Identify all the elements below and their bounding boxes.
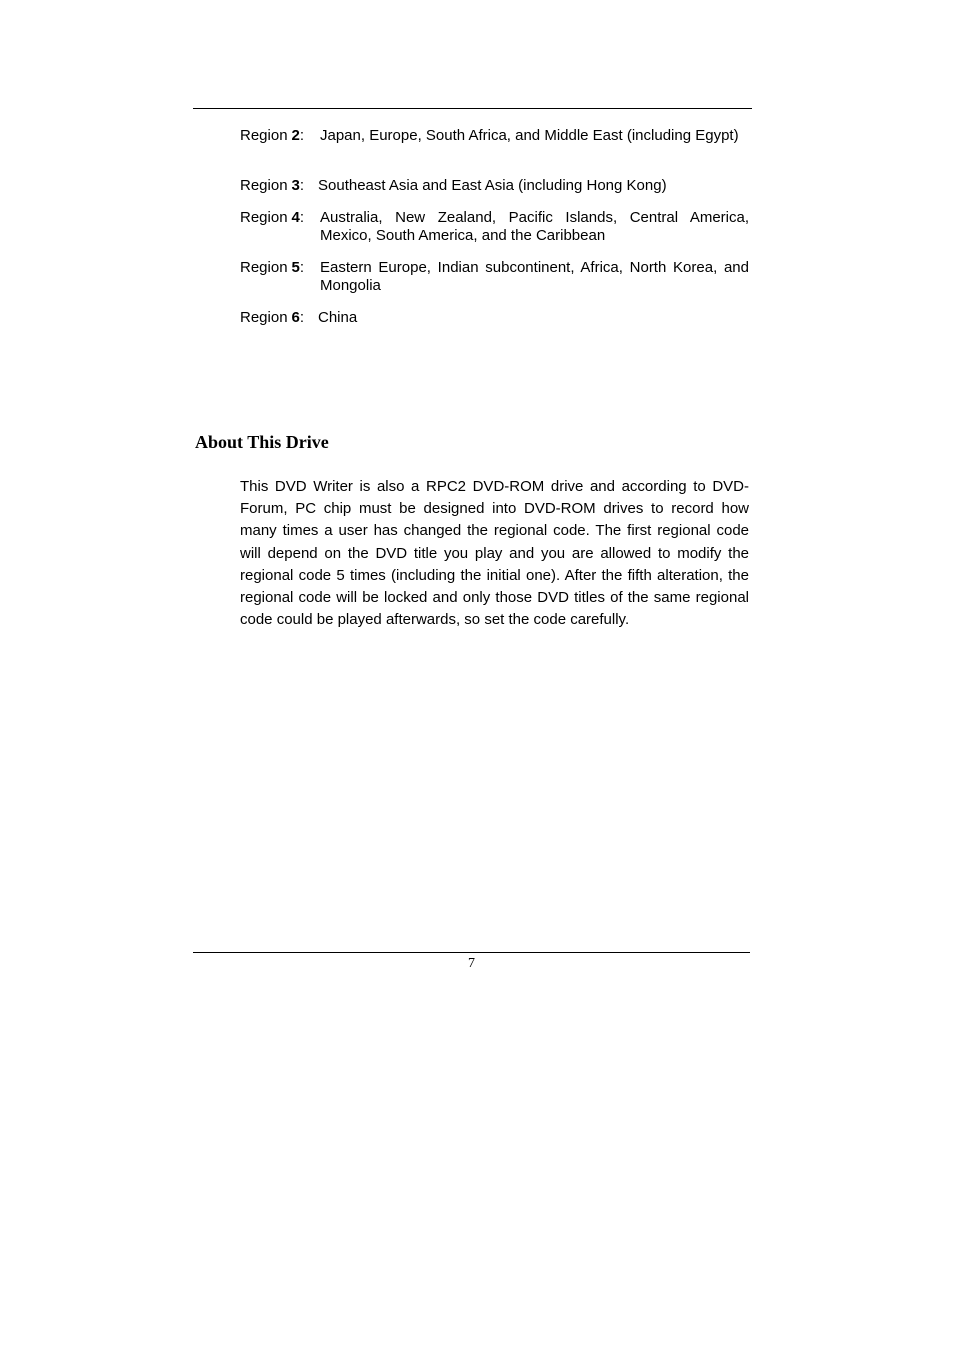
footer-rule	[193, 952, 750, 953]
region-label: Region 5:	[240, 259, 305, 276]
body-paragraph: This DVD Writer is also a RPC2 DVD-ROM drive and according to DVD-Forum, PC chip must be designed into DVD-ROM drives to record how many times a user has changed the regional code. The first regional code will depend on the DVD title you play and you are allowed to modify the regional code 5 times (including the initial one). After the fifth alteration, the regional code will be locked and only those DVD titles of the same regional code could be played afterwards, so set the code carefully.	[240, 478, 749, 629]
region-number: 4	[291, 209, 300, 226]
region-label: Region 3:	[240, 177, 305, 194]
region-description: Australia, New Zealand, Pacific Islands, Central America, Mexico, South America, and the Caribbean	[320, 209, 749, 244]
region-item-3	[240, 177, 749, 209]
region-number: 6	[291, 309, 300, 326]
region-item-2	[240, 127, 749, 177]
region-description: Japan, Europe, South Africa, and Middle East (including Egypt)	[320, 127, 739, 144]
region-item-4	[240, 209, 749, 259]
page-number: 7	[468, 956, 475, 971]
region-description: China	[318, 309, 358, 326]
region-label: Region 2:	[240, 127, 305, 144]
region-list	[240, 127, 749, 329]
region-description: Eastern Europe, Indian subcontinent, Africa, North Korea, and Mongolia	[320, 259, 749, 294]
region-item-6	[240, 309, 749, 329]
region-number: 5	[291, 259, 300, 276]
region-number: 2	[291, 127, 300, 144]
region-description: Southeast Asia and East Asia (including Hong Kong)	[318, 177, 667, 194]
section-title: About This Drive	[195, 432, 329, 452]
header-rule	[193, 108, 752, 109]
region-number: 3	[291, 177, 300, 194]
region-item-5	[240, 259, 749, 309]
region-label: Region 6:	[240, 309, 305, 326]
region-label: Region 4:	[240, 209, 305, 226]
